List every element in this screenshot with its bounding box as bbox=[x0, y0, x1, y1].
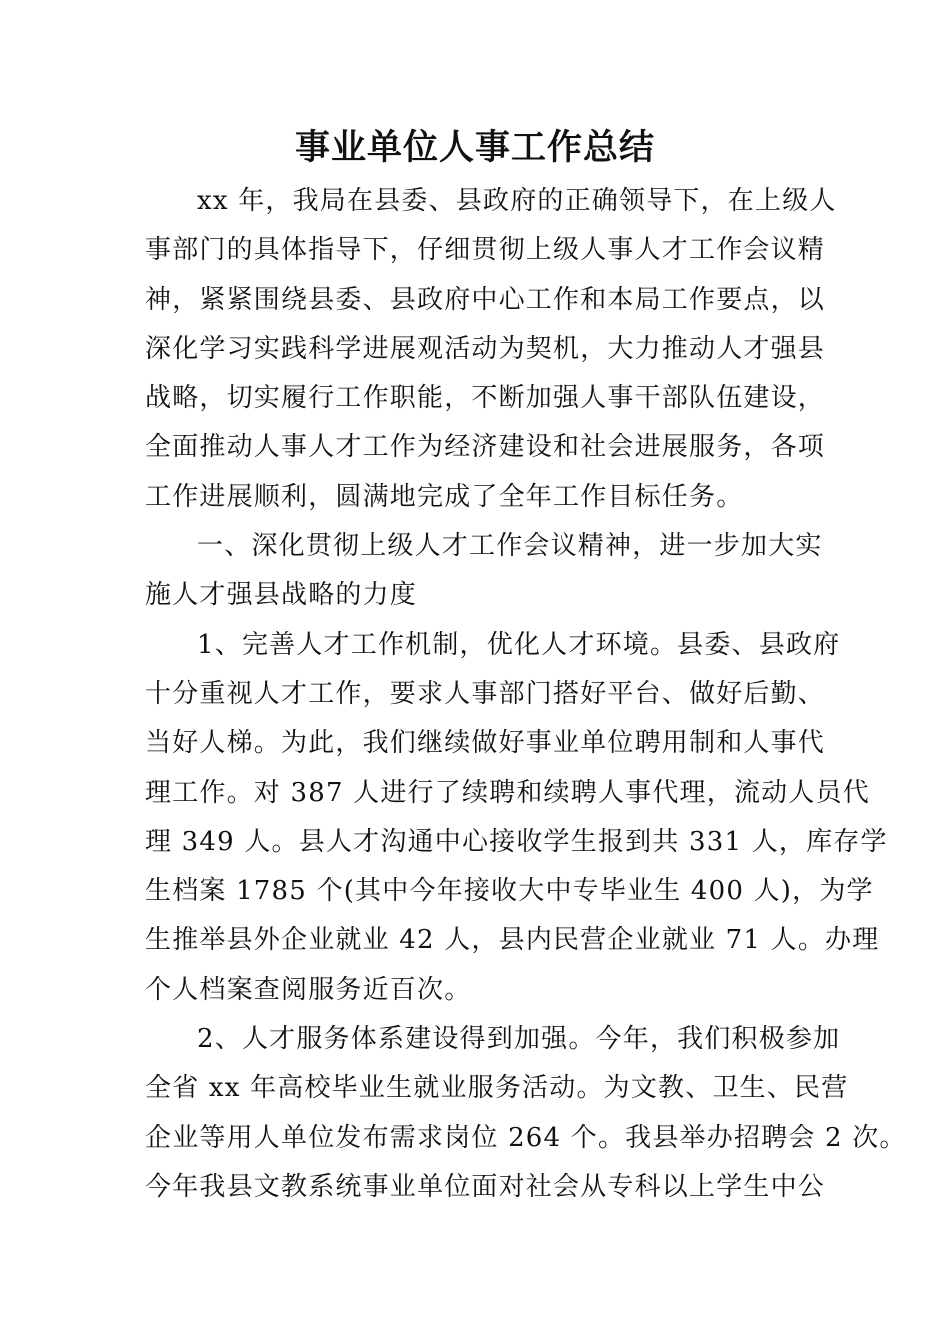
paragraph-line: 神，紧紧围绕县委、县政府中心工作和本局工作要点，以 bbox=[145, 284, 826, 315]
paragraph-line: 1、完善人才工作机制，优化人才环境。县委、县政府 bbox=[197, 629, 841, 660]
paragraph-line: 2、人才服务体系建设得到加强。今年，我们积极参加 bbox=[197, 1024, 841, 1055]
paragraph-line: 今年我县文教系统事业单位面对社会从专科以上学生中公 bbox=[145, 1171, 826, 1202]
paragraph-line: 事部门的具体指导下，仔细贯彻上级人事人才工作会议精 bbox=[145, 235, 826, 266]
section-heading-line: 施人才强县战略的力度 bbox=[145, 580, 418, 611]
paragraph-line: 当好人梯。为此，我们继续做好事业单位聘用制和人事代 bbox=[145, 728, 826, 759]
paragraph-line: 战略，切实履行工作职能，不断加强人事干部队伍建设， bbox=[145, 383, 826, 414]
paragraph-line: 生档案 1785 个(其中今年接收大中专毕业生 400 人)，为学 bbox=[145, 876, 874, 907]
document-body bbox=[145, 177, 907, 1212]
paragraph-line: 全面推动人事人才工作为经济建设和社会进展服务，各项 bbox=[145, 432, 826, 463]
paragraph-line: 工作进展顺利，圆满地完成了全年工作目标任务。 bbox=[145, 481, 744, 512]
paragraph-line: 全省 xx 年高校毕业生就业服务活动。为文教、卫生、民营 bbox=[145, 1073, 849, 1104]
paragraph-line: xx 年，我局在县委、县政府的正确领导下，在上级人 bbox=[197, 186, 837, 216]
paragraph-line: 理工作。对 387 人进行了续聘和续聘人事代理，流动人员代 bbox=[145, 777, 870, 808]
paragraph-line: 个人档案查阅服务近百次。 bbox=[145, 974, 472, 1005]
paragraph-line: 深化学习实践科学进展观活动为契机，大力推动人才强县 bbox=[145, 333, 826, 364]
section-heading-line: 一、深化贯彻上级人才工作会议精神，进一步加大实 bbox=[197, 531, 823, 562]
paragraph-line: 十分重视人才工作，要求人事部门搭好平台、做好后勤、 bbox=[145, 678, 826, 709]
paragraph-line: 企业等用人单位发布需求岗位 264 个。我县举办招聘会 2 次。 bbox=[145, 1122, 907, 1153]
document-title: 事业单位人事工作总结 bbox=[294, 128, 655, 168]
paragraph-line: 生推举县外企业就业 42 人，县内民营企业就业 71 人。办理 bbox=[145, 925, 880, 956]
paragraph-line: 理 349 人。县人才沟通中心接收学生报到共 331 人，库存学 bbox=[145, 826, 888, 857]
